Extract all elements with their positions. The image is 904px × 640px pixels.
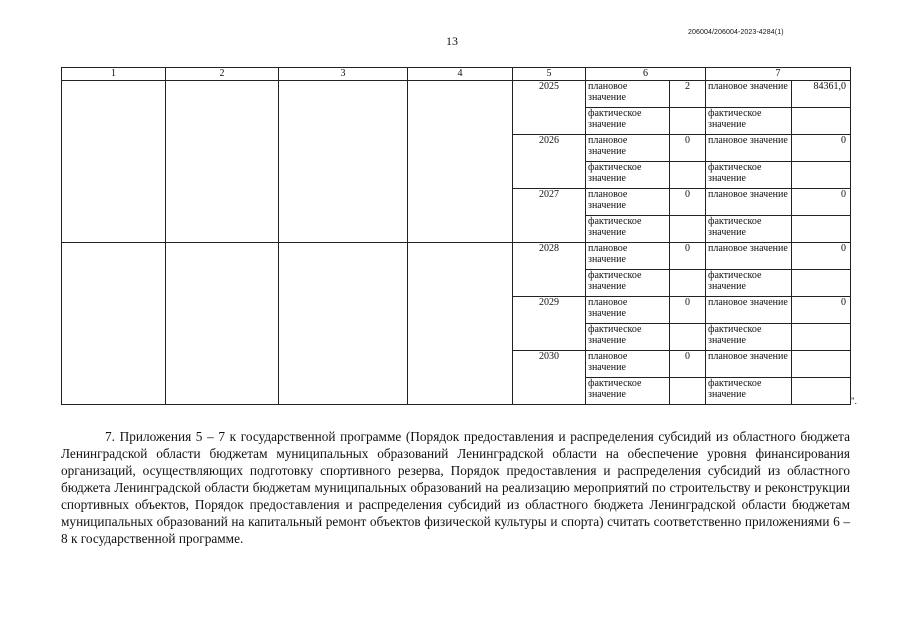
year-cell: 2028: [513, 243, 586, 297]
empty-cell: [792, 270, 851, 297]
table-header-row: [62, 68, 851, 81]
empty-cell: [670, 216, 706, 243]
empty-cell: [792, 324, 851, 351]
empty-cell: [62, 81, 166, 243]
empty-cell: [792, 162, 851, 189]
actual-label: фактическое значение: [586, 378, 670, 405]
empty-cell: [279, 81, 408, 243]
col6-value: 0: [670, 189, 706, 216]
planned-label: плановое значение: [586, 243, 670, 270]
actual-label: фактическое значение: [586, 162, 670, 189]
column-header: 1: [62, 68, 166, 81]
actual-label: фактическое значение: [586, 324, 670, 351]
actual-label: фактическое значение: [706, 270, 792, 297]
planned-label: плановое значение: [586, 297, 670, 324]
actual-label: фактическое значение: [706, 324, 792, 351]
empty-cell: [62, 243, 166, 405]
actual-label: фактическое значение: [586, 216, 670, 243]
column-header: 4: [408, 68, 513, 81]
col6-value: 2: [670, 81, 706, 108]
actual-label: фактическое значение: [706, 162, 792, 189]
col7-value: 0: [792, 297, 851, 324]
year-cell: 2026: [513, 135, 586, 189]
column-header: 7: [706, 68, 851, 81]
empty-cell: [670, 108, 706, 135]
year-cell: 2029: [513, 297, 586, 351]
col7-value: 84361,0: [792, 81, 851, 108]
empty-cell: [670, 324, 706, 351]
page-number: 13: [446, 34, 458, 48]
actual-label: фактическое значение: [706, 216, 792, 243]
col6-value: 0: [670, 243, 706, 270]
actual-label: фактическое значение: [586, 270, 670, 297]
actual-label: фактическое значение: [706, 378, 792, 405]
empty-cell: [408, 81, 513, 243]
empty-cell: [792, 378, 851, 405]
empty-cell: [279, 243, 408, 405]
table-row: [62, 243, 851, 270]
planned-label: плановое значение: [586, 189, 670, 216]
empty-cell: [670, 270, 706, 297]
empty-cell: [670, 162, 706, 189]
col7-value: 0: [792, 135, 851, 162]
planned-label: плановое значение: [586, 351, 670, 378]
column-header: 6: [586, 68, 706, 81]
empty-cell: [408, 243, 513, 405]
year-cell: 2025: [513, 81, 586, 135]
col7-value: [792, 351, 851, 378]
planned-label: плановое значение: [706, 189, 792, 216]
empty-cell: [792, 216, 851, 243]
paragraph-text: 7. Приложения 5 – 7 к государственной программе (Порядок предоставления и распределения субсидий из областного бюджета Ленинградской области бюджетам муниципальных образований Ленинградской области на обеспечение уровня финансирования организаций, осуществляющих подготовку спортивного резерва, Порядок предоставления и распределения субсидий из областного бюджета Ленинградской области бюджетам муниципальных образований на реализацию мероприятий по строительству и реконструкции спортивных объектов, Порядок предоставления и распределения субсидий из областного бюджета Ленинградской области бюджетам муниципальных образований на капитальный ремонт объектов физической культуры и спорта) считать соответственно приложениями 6 – 8 к государственной программе.: [61, 429, 850, 546]
empty-cell: [166, 243, 279, 405]
year-cell: 2027: [513, 189, 586, 243]
col7-value: 0: [792, 189, 851, 216]
year-cell: 2030: [513, 351, 586, 405]
actual-label: фактическое значение: [586, 108, 670, 135]
planned-label: плановое значение: [706, 351, 792, 378]
closing-quote-mark: ".: [851, 396, 857, 406]
table-row: [62, 81, 851, 108]
planned-label: плановое значение: [706, 135, 792, 162]
col6-value: 0: [670, 135, 706, 162]
empty-cell: [670, 378, 706, 405]
planned-label: плановое значение: [706, 297, 792, 324]
column-header: 5: [513, 68, 586, 81]
empty-cell: [166, 81, 279, 243]
col6-value: 0: [670, 351, 706, 378]
empty-cell: [792, 108, 851, 135]
planned-label: плановое значение: [586, 135, 670, 162]
column-header: 2: [166, 68, 279, 81]
planned-label: плановое значение: [586, 81, 670, 108]
actual-label: фактическое значение: [706, 108, 792, 135]
document-id: 206004/206004-2023-4284(1): [688, 29, 784, 36]
planned-label: плановое значение: [706, 81, 792, 108]
body-paragraph: [61, 428, 850, 547]
column-header: 3: [279, 68, 408, 81]
indicator-table: [61, 67, 851, 405]
col7-value: 0: [792, 243, 851, 270]
planned-label: плановое значение: [706, 243, 792, 270]
col6-value: 0: [670, 297, 706, 324]
